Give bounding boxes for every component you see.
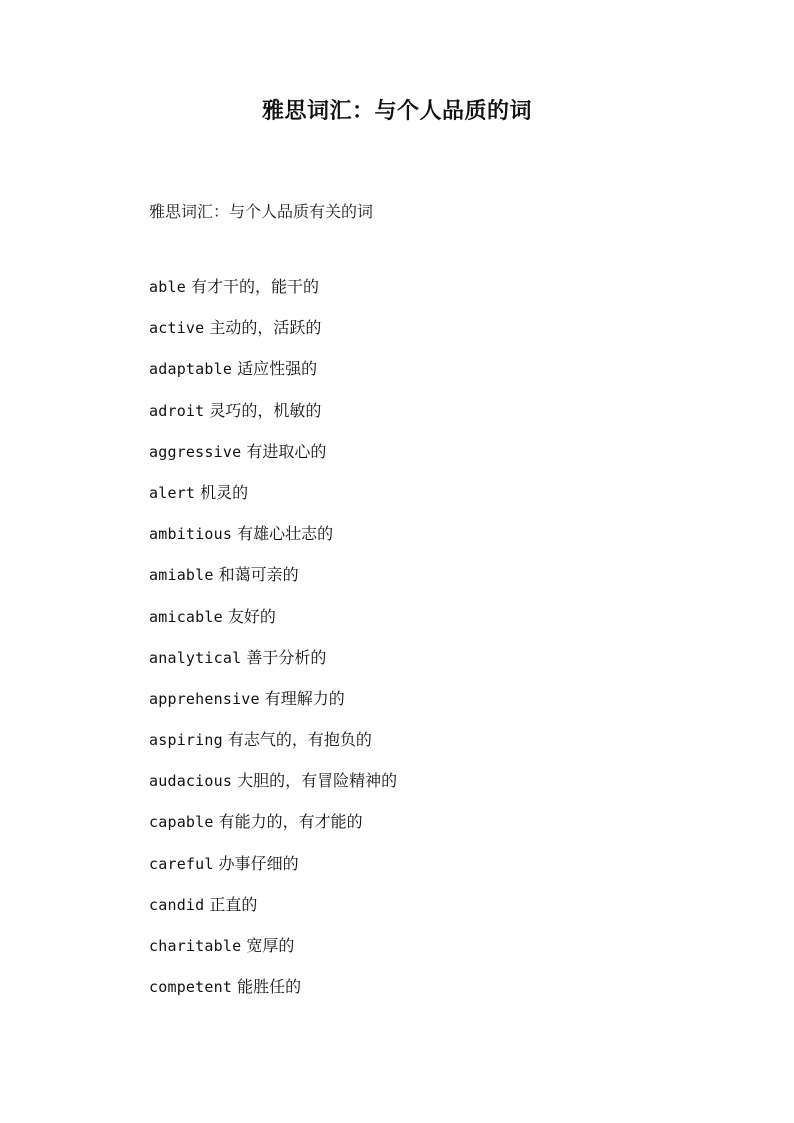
chinese-meaning: 有进取心的 bbox=[246, 441, 327, 461]
chinese-meaning: 灵巧的，机敏的 bbox=[209, 400, 322, 420]
vocabulary-entry bbox=[149, 811, 397, 852]
vocabulary-entry bbox=[149, 523, 397, 564]
vocabulary-entry bbox=[149, 894, 397, 935]
chinese-meaning: 善于分析的 bbox=[246, 647, 327, 667]
vocabulary-entry bbox=[149, 606, 397, 647]
chinese-meaning: 有能力的，有才能的 bbox=[218, 812, 363, 832]
vocabulary-entry bbox=[149, 729, 397, 770]
vocabulary-entry bbox=[149, 647, 397, 688]
vocabulary-entry bbox=[149, 441, 397, 482]
document-subtitle: 雅思词汇：与个人品质有关的词 bbox=[149, 202, 374, 221]
english-word: competent bbox=[149, 978, 233, 997]
chinese-meaning: 和蔼可亲的 bbox=[218, 565, 299, 585]
english-word: audacious bbox=[149, 772, 233, 791]
vocabulary-entry bbox=[149, 853, 397, 894]
chinese-meaning: 大胆的，有冒险精神的 bbox=[237, 771, 398, 791]
vocabulary-entry bbox=[149, 564, 397, 605]
english-word: able bbox=[149, 278, 186, 296]
english-word: amiable bbox=[149, 566, 214, 585]
chinese-meaning: 办事仔细的 bbox=[218, 853, 299, 873]
vocabulary-entry bbox=[149, 482, 397, 523]
english-word: aggressive bbox=[149, 442, 242, 461]
vocabulary-entry bbox=[149, 976, 397, 1017]
vocabulary-entry bbox=[149, 358, 397, 399]
chinese-meaning: 能胜任的 bbox=[237, 977, 302, 997]
english-word: amicable bbox=[149, 607, 223, 626]
english-word: analytical bbox=[149, 648, 242, 667]
chinese-meaning: 有才干的，能干的 bbox=[190, 277, 319, 296]
english-word: alert bbox=[149, 483, 196, 502]
chinese-meaning: 正直的 bbox=[209, 894, 258, 914]
vocabulary-entry bbox=[149, 400, 397, 441]
english-word: adroit bbox=[149, 401, 205, 420]
english-word: capable bbox=[149, 813, 214, 832]
english-word: ambitious bbox=[149, 525, 233, 544]
chinese-meaning: 适应性强的 bbox=[237, 359, 318, 379]
english-word: aspiring bbox=[149, 731, 223, 750]
vocabulary-entry bbox=[149, 935, 397, 976]
chinese-meaning: 机灵的 bbox=[200, 482, 249, 502]
chinese-meaning: 友好的 bbox=[227, 606, 276, 626]
document-title: 雅思词汇：与个人品质的词 bbox=[261, 98, 532, 124]
vocabulary-entry bbox=[149, 317, 397, 358]
chinese-meaning: 宽厚的 bbox=[246, 936, 295, 955]
vocabulary-list bbox=[149, 276, 397, 1017]
english-word: candid bbox=[149, 895, 205, 914]
vocabulary-entry bbox=[149, 688, 397, 729]
english-word: charitable bbox=[149, 937, 242, 955]
english-word: apprehensive bbox=[149, 689, 260, 708]
chinese-meaning: 有理解力的 bbox=[264, 688, 345, 708]
chinese-meaning: 有志气的，有抱负的 bbox=[227, 730, 372, 750]
chinese-meaning: 主动的，活跃的 bbox=[209, 318, 322, 338]
english-word: careful bbox=[149, 854, 214, 873]
vocabulary-entry bbox=[149, 276, 397, 317]
english-word: adaptable bbox=[149, 360, 233, 379]
vocabulary-entry bbox=[149, 770, 397, 811]
chinese-meaning: 有雄心壮志的 bbox=[237, 524, 334, 544]
english-word: active bbox=[149, 319, 205, 338]
